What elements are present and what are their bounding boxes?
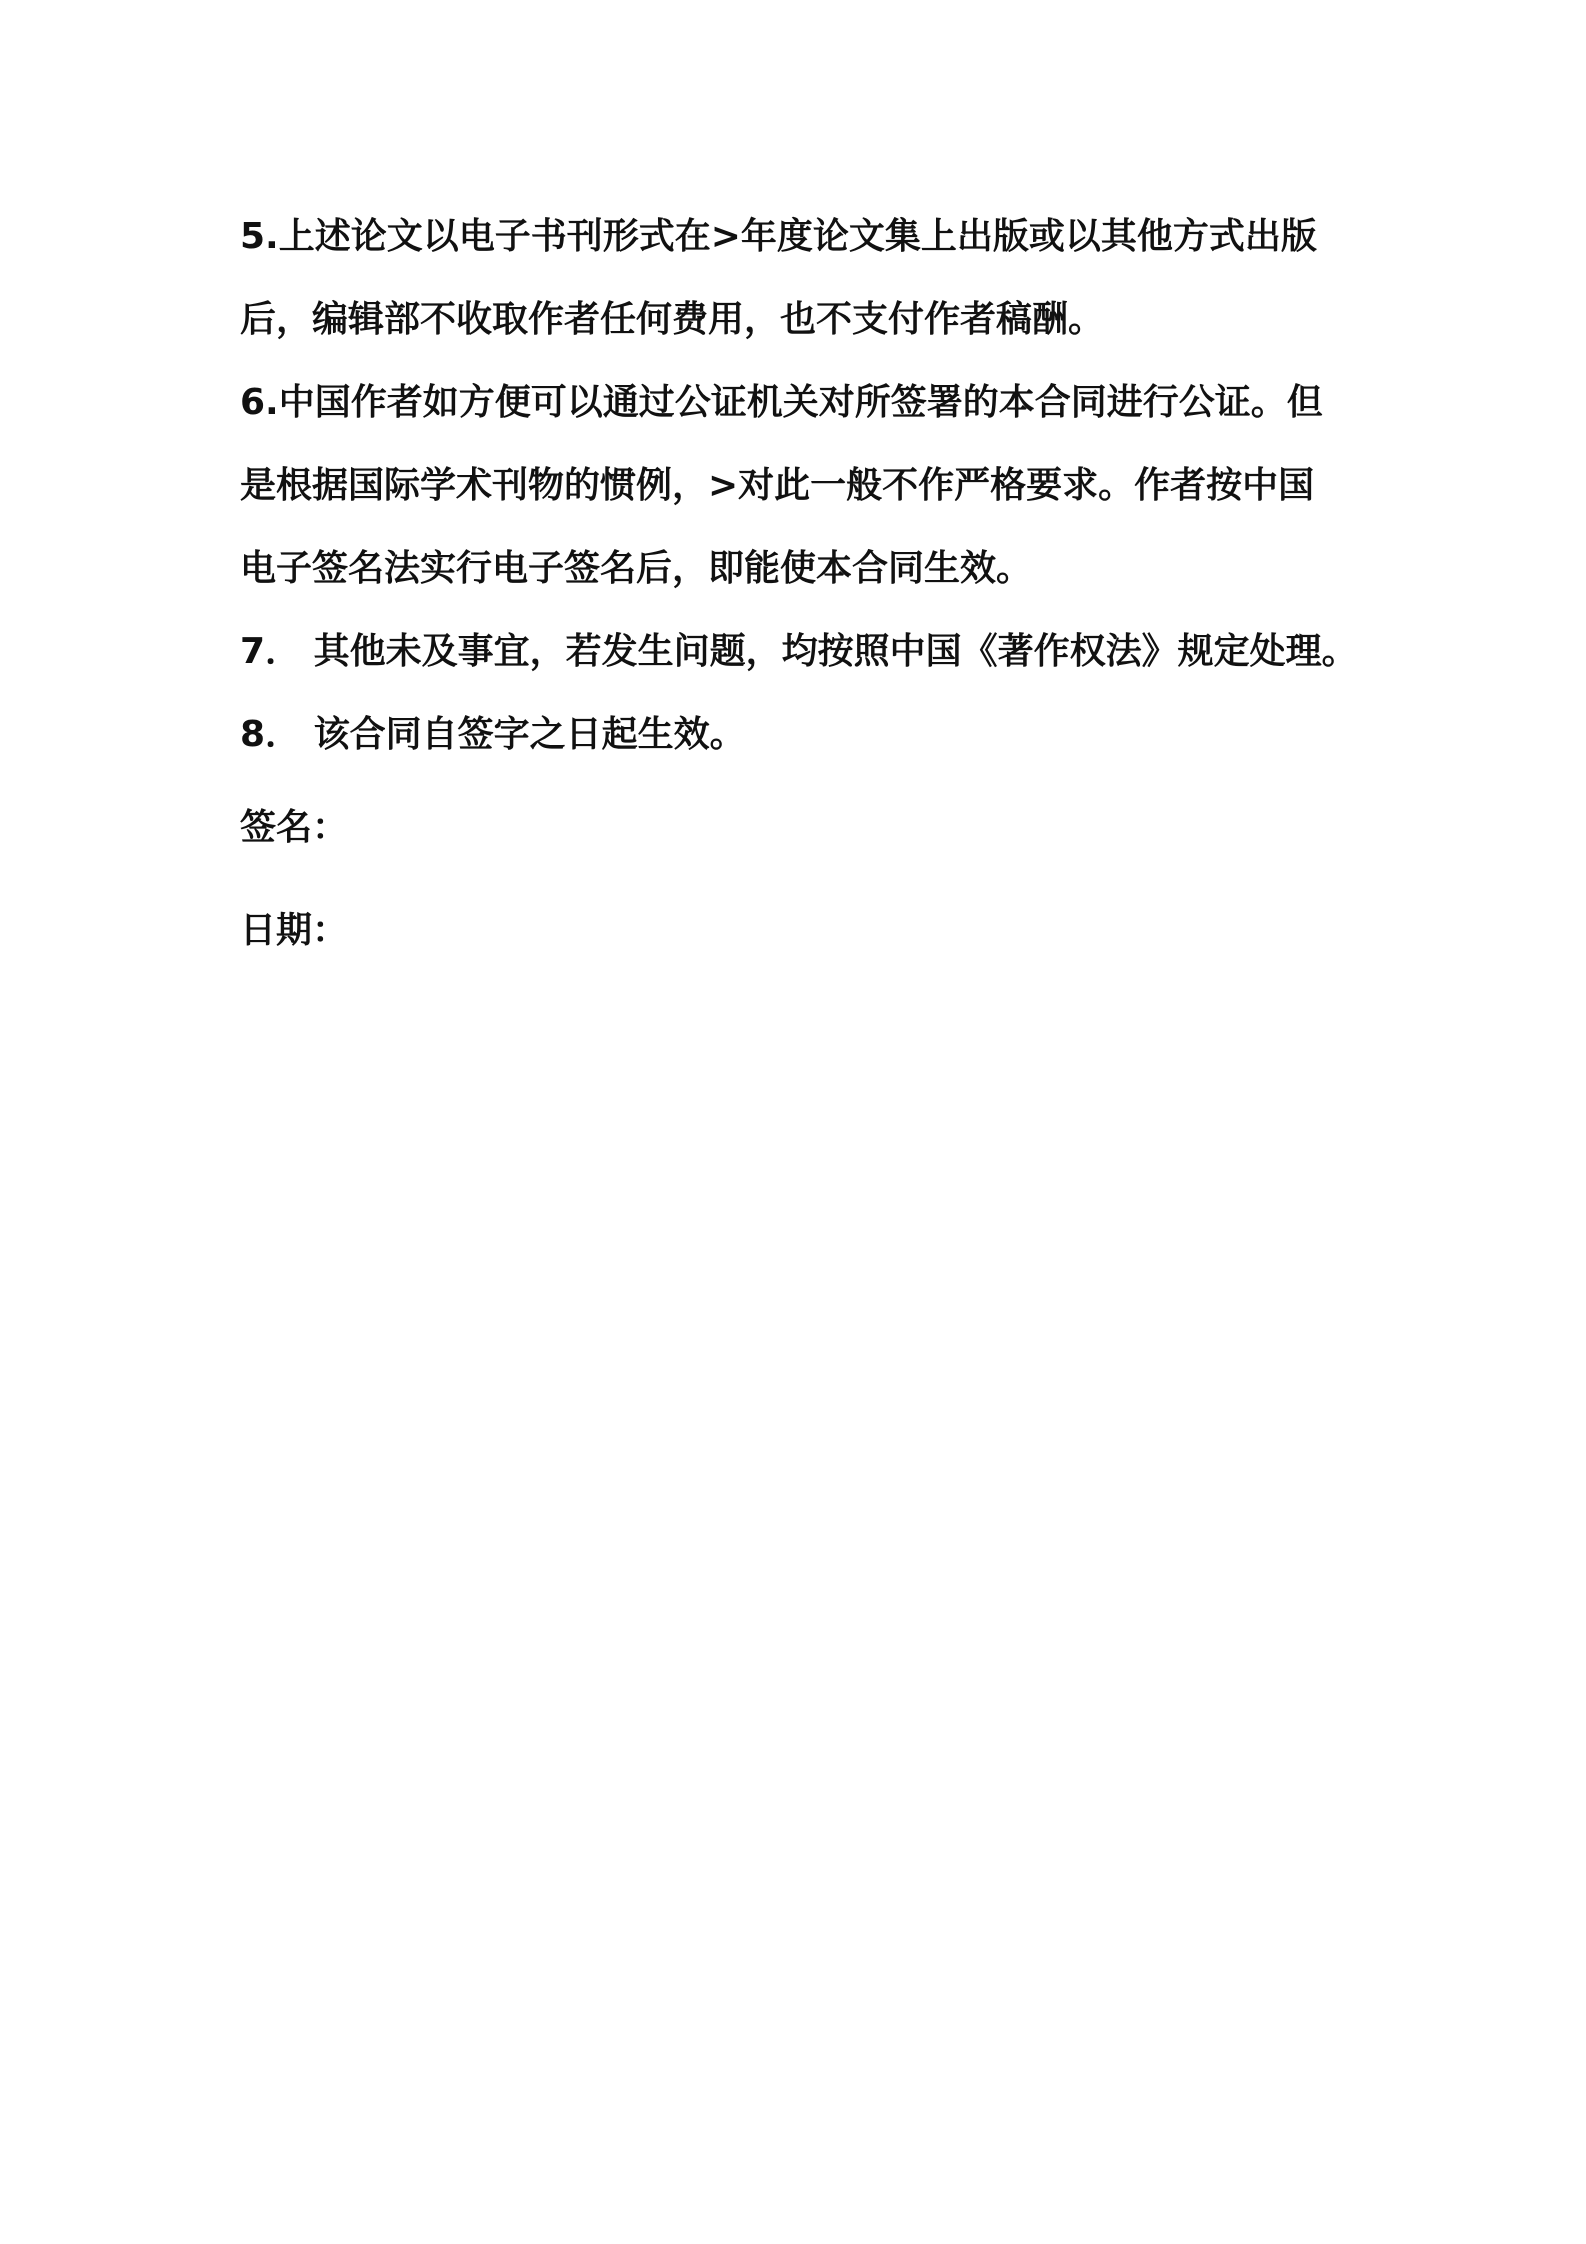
clause-7 [240, 610, 1360, 693]
clause-8 [240, 693, 1360, 776]
clause-line: 6.中国作者如方便可以通过公证机关对所签署的本合同进行公证。但 [240, 382, 1323, 423]
clause-line: 7． 其他未及事宜，若发生问题，均按照中国《著作权法》规定处理。 [240, 631, 1358, 672]
clause-line: 是根据国际学术刊物的惯例，>对此一般不作严格要求。作者按中国 [240, 465, 1315, 506]
signature-label: 签名： [240, 807, 349, 848]
clause-5 [240, 195, 1360, 361]
clause-line: 电子签名法实行电子签名后，即能使本合同生效。 [240, 548, 1033, 589]
date-label: 日期： [240, 910, 349, 951]
clause-line: 8． 该合同自签字之日起生效。 [240, 714, 746, 755]
clause-line: 后，编辑部不收取作者任何费用，也不支付作者稿酬。 [240, 299, 1105, 340]
clause-6 [240, 361, 1360, 610]
clause-line: 5.上述论文以电子书刊形式在>年度论文集上出版或以其他方式出版 [240, 216, 1317, 257]
document-body [240, 195, 1360, 982]
